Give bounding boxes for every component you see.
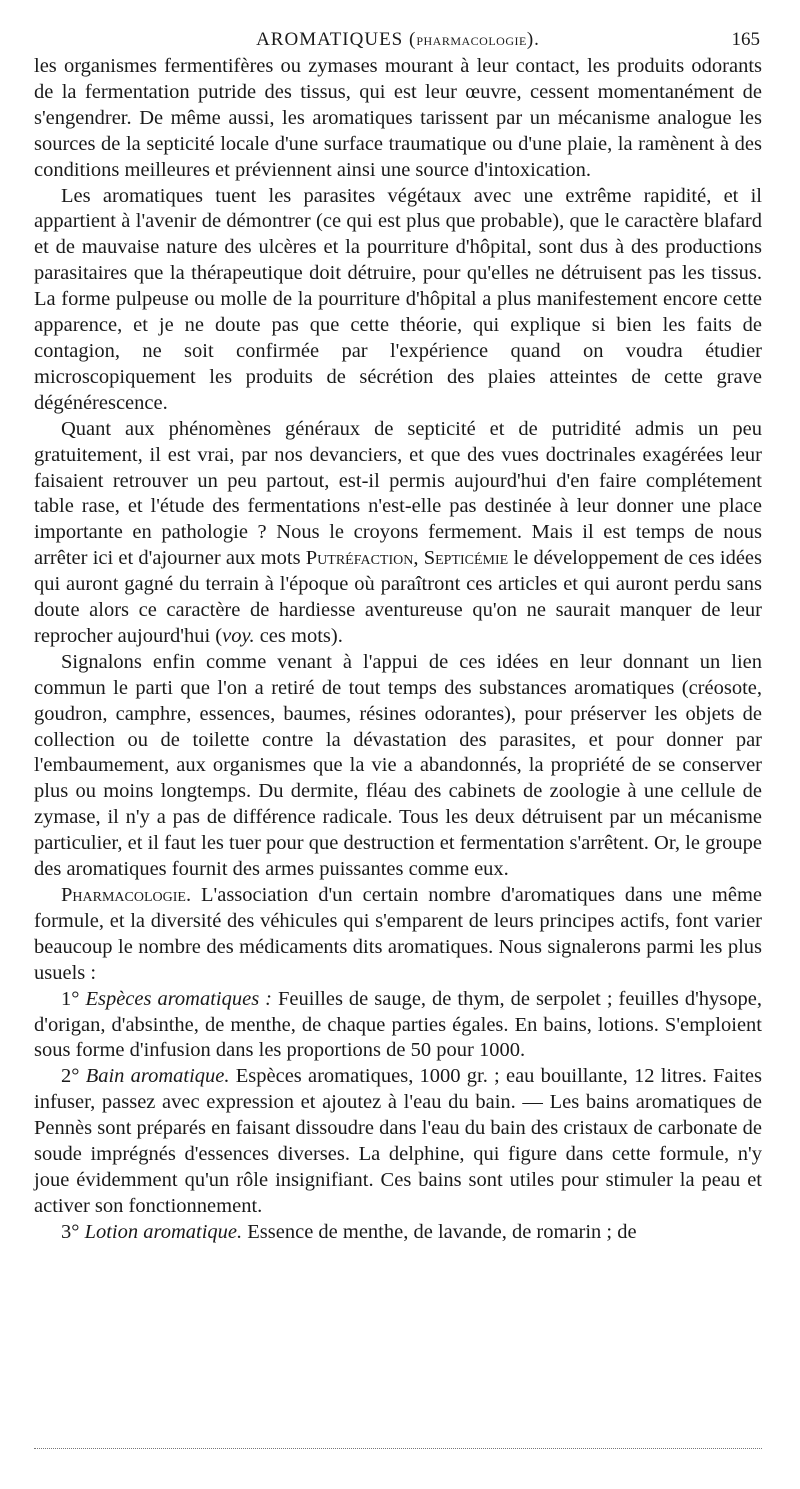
running-header (34, 24, 762, 54)
item-text: Feuilles de sauge, de thym, de serpolet ; feuilles d'hysope, d'origan, d'absinthe, de menthe, de chaque parties égales. En bains, lotions. S'emploient sous forme d'infusion dans les proportions de 50 pour 1000. (34, 987, 762, 1062)
page (34, 24, 762, 1246)
item-title: Lotion aromatique. (84, 1220, 243, 1243)
title-main: AROMATIQUES ( (256, 29, 417, 50)
paragraph-2: Les aromatiques tuent les parasites végétaux avec une extrême rapidité, et il appartient à l'avenir de démontrer (ce qui est plus que probable), que le caractère blafard et de mauvaise nature des ulcères et la pourriture d'hôpital, sont dus à des productions parasitaires que la thérapeutique doit détruire, pour qu'elles ne détruisent pas les tissus. La forme pulpeuse ou molle de la pourriture d'hôpital a plus manifestement encore cette apparence, et je ne doute pas que cette théorie, qui explique si bien les faits de contagion, ne soit confirmée par l'expérience quand on voudra étudier microscopiquement les produits de sécrétion des plaies atteintes de cette grave dégénérescence. (34, 184, 762, 414)
paragraph-1: les organismes fermentifères ou zymases mourant à leur contact, les produits odorants de la fermentation putride des tissus, qui est leur œuvre, cessent momentanément de s'engendrer. De même aussi, les aromatiques tarissent par un mécanisme analogue les sources de la septicité locale d'une surface traumatique ou d'une plaie, la ramènent à des conditions meilleures et préviennent ainsi une source d'intoxication. (34, 55, 762, 181)
item-text: Espèces aromatiques, 1000 gr. ; eau bouillante, 12 litres. Faites infuser, passez avec expression et ajoutez à l'eau du bain. — Les bains aromatiques de Pennès sont préparés en faisant dissoudre dans l'eau du bain des cristaux de carbonate de soude imprégnés d'essences diverses. La delphine, qui figure dans cette formule, n'y joue évidemment qu'un rôle insignifiant. Ces bains sont utiles pour stimuler la peau et activer son fonctionnement. (34, 1065, 763, 1217)
p3-voy: voy. (222, 624, 255, 647)
recipe-item-3 (34, 1220, 762, 1246)
title-end: ). (526, 29, 540, 50)
p3-term-septicemie: Septicémie (423, 547, 509, 570)
p5-text: L'association d'un certain nombre d'aromatiques dans une même formule, et la diversité des véhicules qui s'emparent de leurs principes actifs, font varier beaucoup le nombre des médicaments dits aromatiques. Nous signalerons parmi les plus usuels : (34, 884, 762, 984)
p3-term-putrefaction: Putréfaction (305, 547, 414, 570)
recipe-item-1 (34, 987, 762, 1065)
body-text (34, 54, 762, 1246)
recipe-item-2 (34, 1064, 762, 1219)
item-number: 1° (61, 987, 86, 1010)
paragraph-5 (34, 883, 762, 987)
item-title: Bain aromatique. (85, 1065, 230, 1088)
paragraph-3 (34, 417, 762, 650)
item-number: 3° (61, 1220, 85, 1243)
p3-comma: , (413, 547, 424, 570)
item-title: Espèces aromatiques : (85, 987, 273, 1010)
item-number: 2° (61, 1065, 86, 1088)
title-sub: PHARMACOLOGIE (416, 34, 527, 48)
page-number: 165 (731, 29, 760, 50)
paragraph-4: Signalons enfin comme venant à l'appui de ces idées en leur donnant un lien commun le parti que l'on a retiré de tout temps des substances aromatiques (créosote, goudron, camphre, essences, baumes, résines odorantes), pour préserver les objets de collection ou de toilette contre la dévastation des parasites, et pour donner par l'embaumement, aux organismes que la vie a abandonnés, la propriété de se conserver plus ou moins longtemps. Du dermite, fléau des cabinets de zoologie à une cellule de zymase, il n'y a pas de différence radicale. Tous les deux détruisent par un mécanisme particulier, et il faut les tuer pour que destruction et fermentation s'arrêtent. Or, le groupe des aromatiques fournit des armes puissantes comme eux. (34, 650, 762, 881)
section-heading-pharmacologie: Pharmacologie. (61, 884, 192, 906)
p3-text-middle: le développement de ces idées qui auront gagné du terrain à l'époque où paraîtront ces articles et qui auront perdu sans doute alors ce caractère de hardiesse aventureuse qu'on ne saurait manquer de leur reprocher aujourd'hui ( (34, 547, 762, 647)
p3-text-before: Quant aux phénomènes généraux de septicité et de putridité admis un peu gratuitement, il est vrai, par nos devanciers, et que des vues doctrinales exagérées leur faisaient retrouver un peu partout, est-il permis aujourd'hui d'en faire complétement table rase, et l'étude des fermentations n'est-elle pas destinée à leur donner une place importante en pathologie ? Nous le croyons fermement. Mais il est temps de nous arrêter ici et d'ajourner aux mots (34, 417, 762, 570)
p3-text-end: ces mots). (254, 624, 343, 647)
item-text: Essence de menthe, de lavande, de romarin ; de (242, 1220, 637, 1243)
footer-dotted-rule (34, 1448, 762, 1450)
running-title (34, 29, 762, 51)
